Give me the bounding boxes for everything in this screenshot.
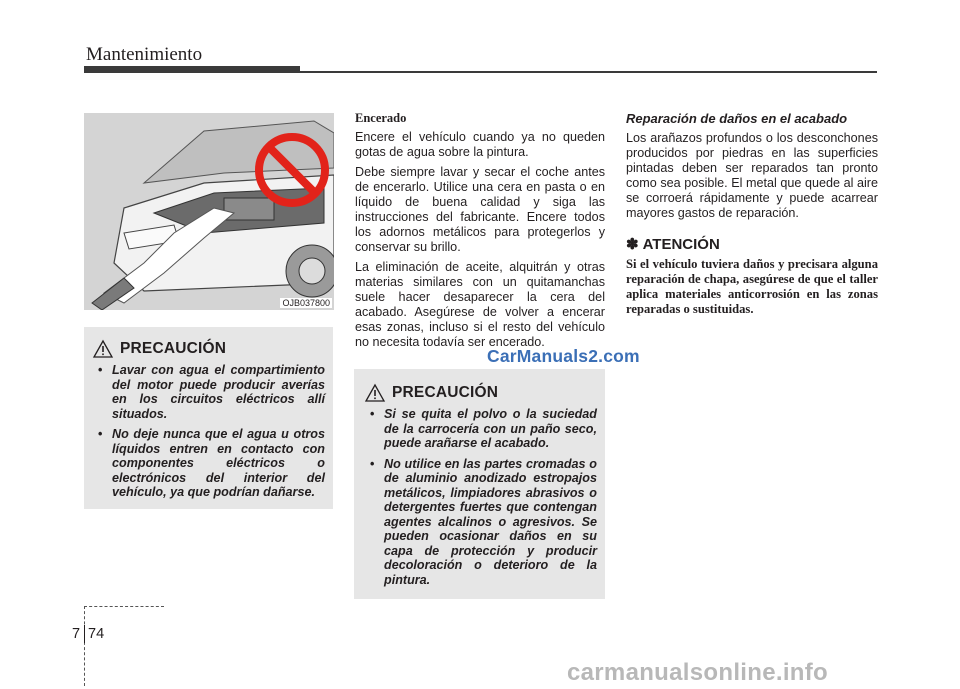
waxing-section [355, 111, 605, 355]
caution-box-finish-care [354, 369, 605, 599]
caution-header [364, 383, 597, 403]
section-subheading: Reparación de daños en el acabado [626, 111, 848, 126]
footer-divider [84, 625, 85, 643]
warning-triangle-icon [92, 339, 114, 359]
chapter-number: 7 [72, 626, 81, 642]
caution-list [364, 407, 597, 587]
attention-star-icon: ✽ [626, 236, 639, 253]
caution-item: • No utilice en las partes cromadas o de aluminio anodizado estropajos metálicos, limpiadores abrasivos o detergentes fuertes que contengan agentes alcalinos o agresivos. Se pueden ocasionar daños en su capa de protección y producir decoloración o deterioro de la pintura. [364, 457, 597, 588]
caution-item: • No deje nunca que el agua u otros líquidos entren en contacto con componentes eléctricos o electrónicos del interior del vehículo, ya que podrían dañarse. [92, 427, 325, 500]
illustration-code: OJB037800 [282, 298, 330, 308]
attention-title: ATENCIÓN [642, 235, 720, 253]
attention-heading [626, 235, 878, 253]
footer-crop-mark [84, 606, 85, 686]
caution-list [92, 363, 325, 500]
header-rule [300, 71, 877, 73]
caution-title: PRECAUCIÓN [392, 384, 499, 401]
watermark-bottom: carmanualsonline.info [567, 659, 829, 686]
warning-triangle-icon [364, 383, 386, 403]
car-hood-open-drawing [84, 113, 334, 310]
caution-item: • Lavar con agua el compartimiento del motor puede producir averías en los circuitos eléctricos allí situados. [92, 363, 325, 421]
section-heading: Encerado [355, 111, 407, 125]
header-bar [84, 66, 300, 73]
paragraph: Debe siempre lavar y secar el coche antes de encerarlo. Utilice una cera en pasta o en líquido de buena calidad y siga las instrucciones del fabricante. Encere todos los adornos metálicos para protegerlos y conservar su brillo. [355, 165, 605, 254]
caution-header [92, 339, 325, 359]
paint-repair-section [626, 111, 878, 322]
page-number: 74 [88, 626, 105, 642]
page-header-title: Mantenimiento [86, 44, 203, 65]
watermark-link[interactable]: CarManuals2.com [487, 346, 640, 366]
paragraph: Encere el vehículo cuando ya no queden gotas de agua sobre la pintura. [355, 130, 605, 159]
attention-body: Si el vehículo tuviera daños y precisara alguna reparación de chapa, asegúrese de que el taller aplica materiales anticorrosión en las zonas reparadas o sustituidas. [626, 257, 878, 316]
engine-wash-illustration [84, 113, 334, 310]
caution-item: • Si se quita el polvo o la suciedad de la carrocería con un paño seco, puede arañarse el acabado. [364, 407, 597, 451]
paragraph: Los arañazos profundos o los desconchones producidos por piedras en las superficies pintadas deben ser reparados tan pronto como sea posible. El metal que quede al aire se corroerá rápidamente y puede acarrear mayores gastos de reparación. [626, 131, 878, 220]
paragraph: La eliminación de aceite, alquitrán y otras materias similares con un quitamanchas suele hacer desaparecer la cera del acabado. Asegúrese de volver a encerar esas zonas, incluso si el resto del vehículo no necesita todavía ser encerado. [355, 260, 605, 349]
caution-box-engine-wash [84, 327, 333, 509]
caution-title: PRECAUCIÓN [120, 340, 227, 357]
footer-crop-mark [84, 606, 164, 607]
